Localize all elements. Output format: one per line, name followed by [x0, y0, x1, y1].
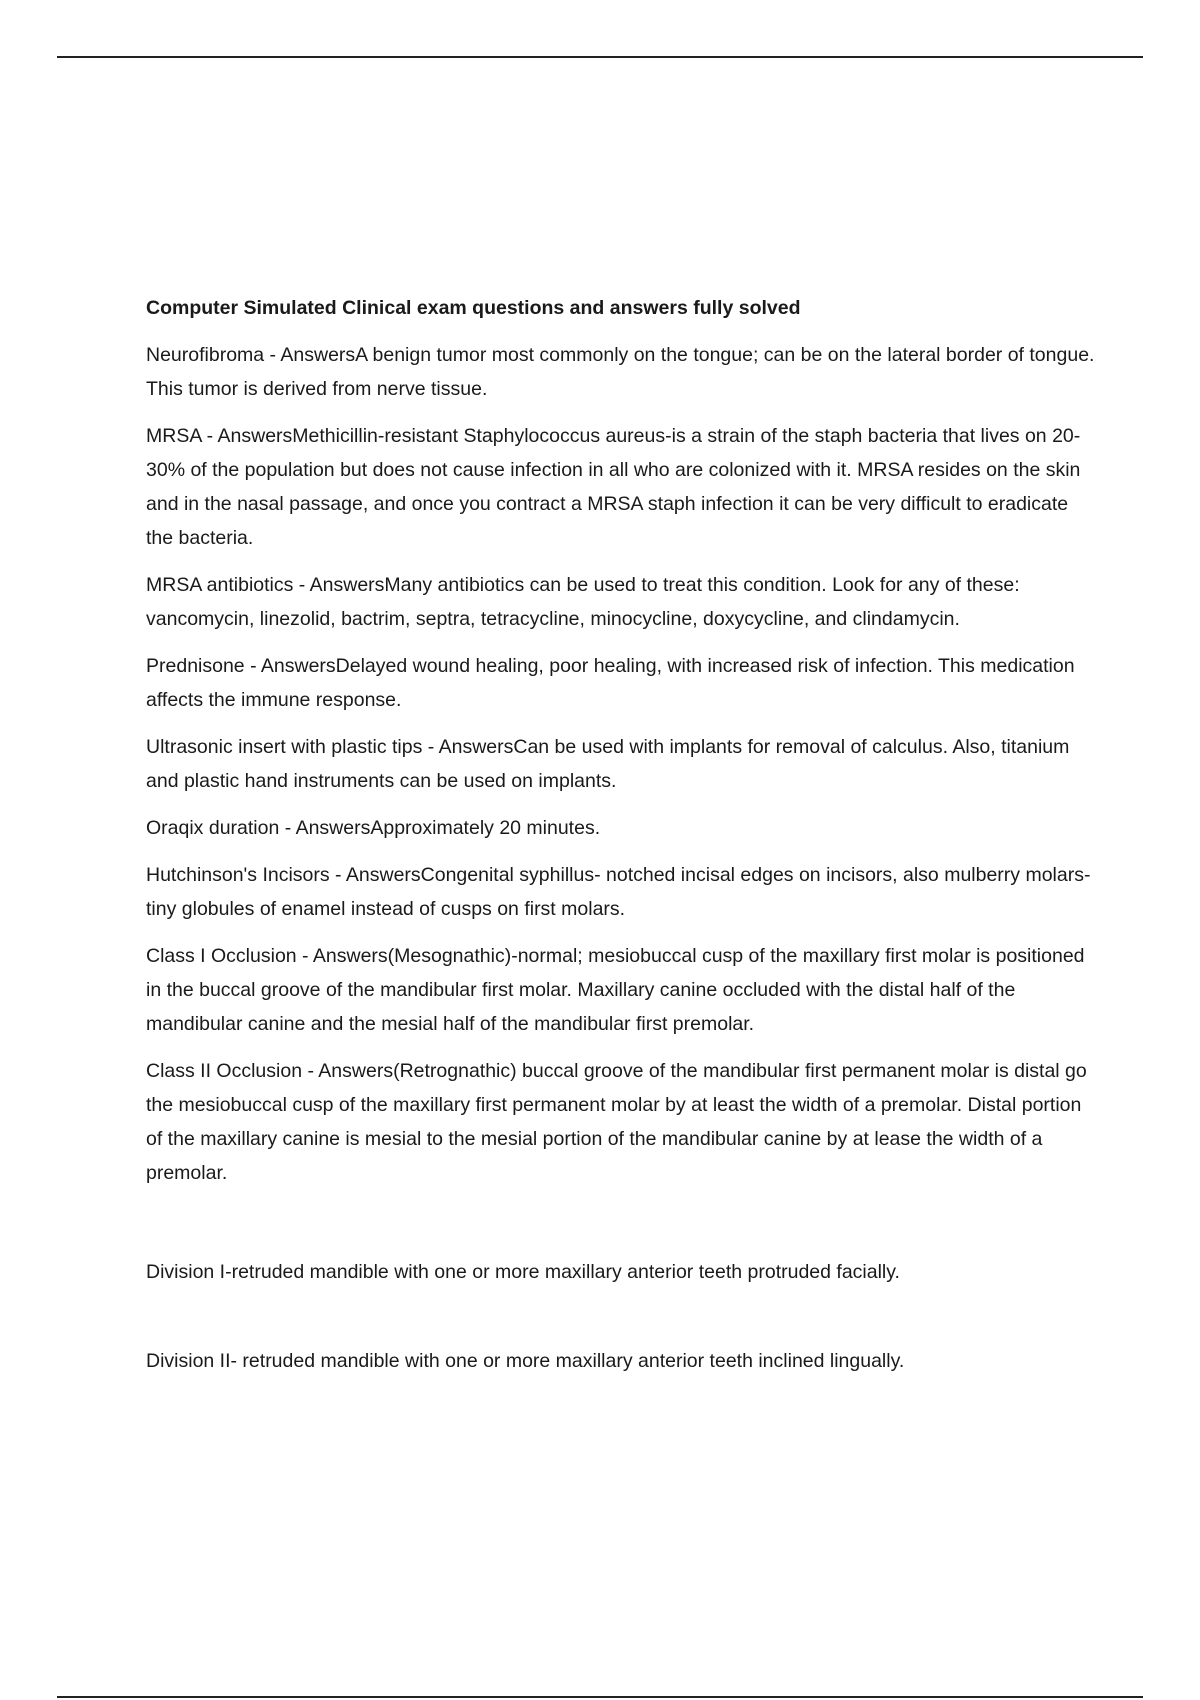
entry-hutchinsons-incisors: Hutchinson's Incisors - AnswersCongenital syphillus- notched incisal edges on incisors, also mulberry molars- tiny globules of enamel instead of cusps on first molars. [146, 864, 1091, 920]
entry-class-i-occlusion: Class I Occlusion - Answers(Mesognathic)-normal; mesiobuccal cusp of the maxillary first molar is positioned in the buccal groove of the mandibular first molar. Maxillary canine occluded with the distal half of the mandibular canine and the mesial half of the mandibular first premolar. [146, 945, 1085, 1035]
entry-prednisone: Prednisone - AnswersDelayed wound healing, poor healing, with increased risk of infection. This medication affects the immune response. [146, 655, 1075, 711]
entry-division-ii: Division II- retruded mandible with one or more maxillary anterior teeth inclined lingually. [146, 1350, 905, 1372]
document-title: Computer Simulated Clinical exam questions and answers fully solved [146, 297, 801, 319]
entry-oraqix-duration: Oraqix duration - AnswersApproximately 20 minutes. [146, 817, 601, 839]
entry-class-ii-occlusion: Class II Occlusion - Answers(Retrognathic) buccal groove of the mandibular first permanent molar is distal go the mesiobuccal cusp of the maxillary first permanent molar by at least the width of a premolar. Distal portion of the maxillary canine is mesial to the mesial portion of the mandibular canine by at lease the width of a premolar. [146, 1060, 1087, 1184]
document-body [146, 291, 1096, 1391]
entry-division-i: Division I-retruded mandible with one or more maxillary anterior teeth protruded facially. [146, 1261, 900, 1283]
entry-neurofibroma: Neurofibroma - AnswersA benign tumor most commonly on the tongue; can be on the lateral border of tongue. This tumor is derived from nerve tissue. [146, 344, 1095, 400]
entry-mrsa: MRSA - AnswersMethicillin-resistant Staphylococcus aureus-is a strain of the staph bacteria that lives on 20-30% of the population but does not cause infection in all who are colonized with it. MRSA resides on the skin and in the nasal passage, and once you contract a MRSA staph infection it can be very difficult to eradicate the bacteria. [146, 425, 1081, 549]
entry-mrsa-antibiotics: MRSA antibiotics - AnswersMany antibiotics can be used to treat this condition. Look for any of these: vancomycin, linezolid, bactrim, septra, tetracycline, minocycline, doxycycline, and clindamycin. [146, 574, 1020, 630]
entry-ultrasonic-insert: Ultrasonic insert with plastic tips - AnswersCan be used with implants for removal of calculus. Also, titanium and plastic hand instruments can be used on implants. [146, 736, 1070, 792]
header-rule [57, 56, 1143, 58]
footer-rule [57, 1696, 1143, 1698]
